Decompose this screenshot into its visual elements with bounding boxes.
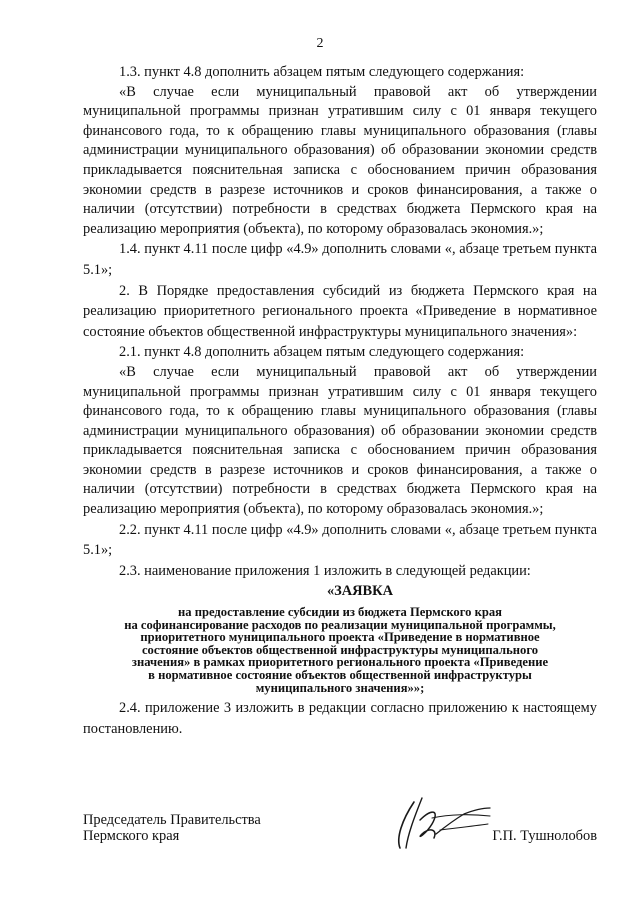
zayavka-line: состояние объектов общественной инфраструктуры муниципального: [141, 642, 539, 657]
signatory-position-line: Председатель Правительства: [83, 812, 261, 828]
paragraph-2-4: 2.4. приложение 3 изложить в редакции согласно приложению к настоящему постановлению.: [83, 700, 597, 737]
zayavka-line: приоритетного муниципального проекта «Приведение в нормативное: [140, 630, 540, 645]
signatory-position: [83, 812, 261, 844]
paragraph-1-3: 1.3. пункт 4.8 дополнить абзацем пятым следующего содержания:: [119, 64, 525, 80]
page-number: 2: [316, 36, 324, 51]
zayavka-line: на предоставление субсидии из бюджета Пермского края: [178, 605, 502, 620]
zayavka-title: «ЗАЯВКА: [326, 583, 393, 600]
paragraph-2: 2. В Порядке предоставления субсидий из бюджета Пермского края на реализацию приоритетного регионального проекта «Приведение в нормативное состояние объектов общественной инфраструктуры муниципального значения»:: [83, 282, 597, 340]
paragraph-quote-2: «В случае если муниципальный правовой акт об утверждении муниципальной программы признан утратившим силу с 01 января текущего финансового года, то к обращению главы муниципального образования (главы администрации муниципального образования) об образовании экономии средств прикладывается пояснительная записка с обоснованием причин образования экономии средств в разрезе источников и сроков финансирования, а также о наличии (отсутствии) потребности в средствах бюджета Пермского края на реализацию мероприятия (объекта), по которому образовалась экономия.»;: [83, 363, 597, 518]
document-body: [83, 62, 597, 739]
paragraph-2-1: 2.1. пункт 4.8 дополнить абзацем пятым следующего содержания:: [119, 344, 525, 361]
zayavka-line: на софинансирование расходов по реализации муниципальной программы,: [124, 617, 556, 632]
paragraph-2-2: 2.2. пункт 4.11 после цифр «4.9» дополнить словами «, абзаце третьем пункта 5.1»;: [83, 521, 597, 559]
signatory-name: Г.П. Тушнолобов: [492, 828, 597, 844]
paragraph-1-4: 1.4. пункт 4.11 после цифр «4.9» дополнить словами «, абзаце третьем пункта 5.1»;: [83, 241, 597, 278]
zayavka-line: муниципального значения»»;: [255, 680, 425, 695]
paragraph-quote-1: «В случае если муниципальный правовой акт об утверждении муниципальной программы признан утратившим силу с 01 января текущего финансового года, то к обращению главы муниципального образования (главы администрации муниципального образования) об образовании экономии средств прикладывается пояснительная записка с обоснованием причин образования экономии средств в разрезе источников и сроков финансирования, а также о наличии (отсутствии) потребности в средствах бюджета Пермского края на реализацию мероприятия (объекта), по которому образовалась экономия.»;: [83, 83, 597, 237]
zayavka-line: значения» в рамках приоритетного регионального проекта «Приведение: [131, 655, 549, 670]
paragraph-2-3: 2.3. наименование приложения 1 изложить в следующей редакции:: [119, 562, 531, 579]
signatory-position-line: Пермского края: [83, 828, 180, 844]
handwritten-signature: [392, 790, 492, 852]
zayavka-line: в нормативное состояние объектов общественной инфраструктуры: [148, 668, 532, 682]
zayavka-subtitle: [83, 606, 597, 694]
